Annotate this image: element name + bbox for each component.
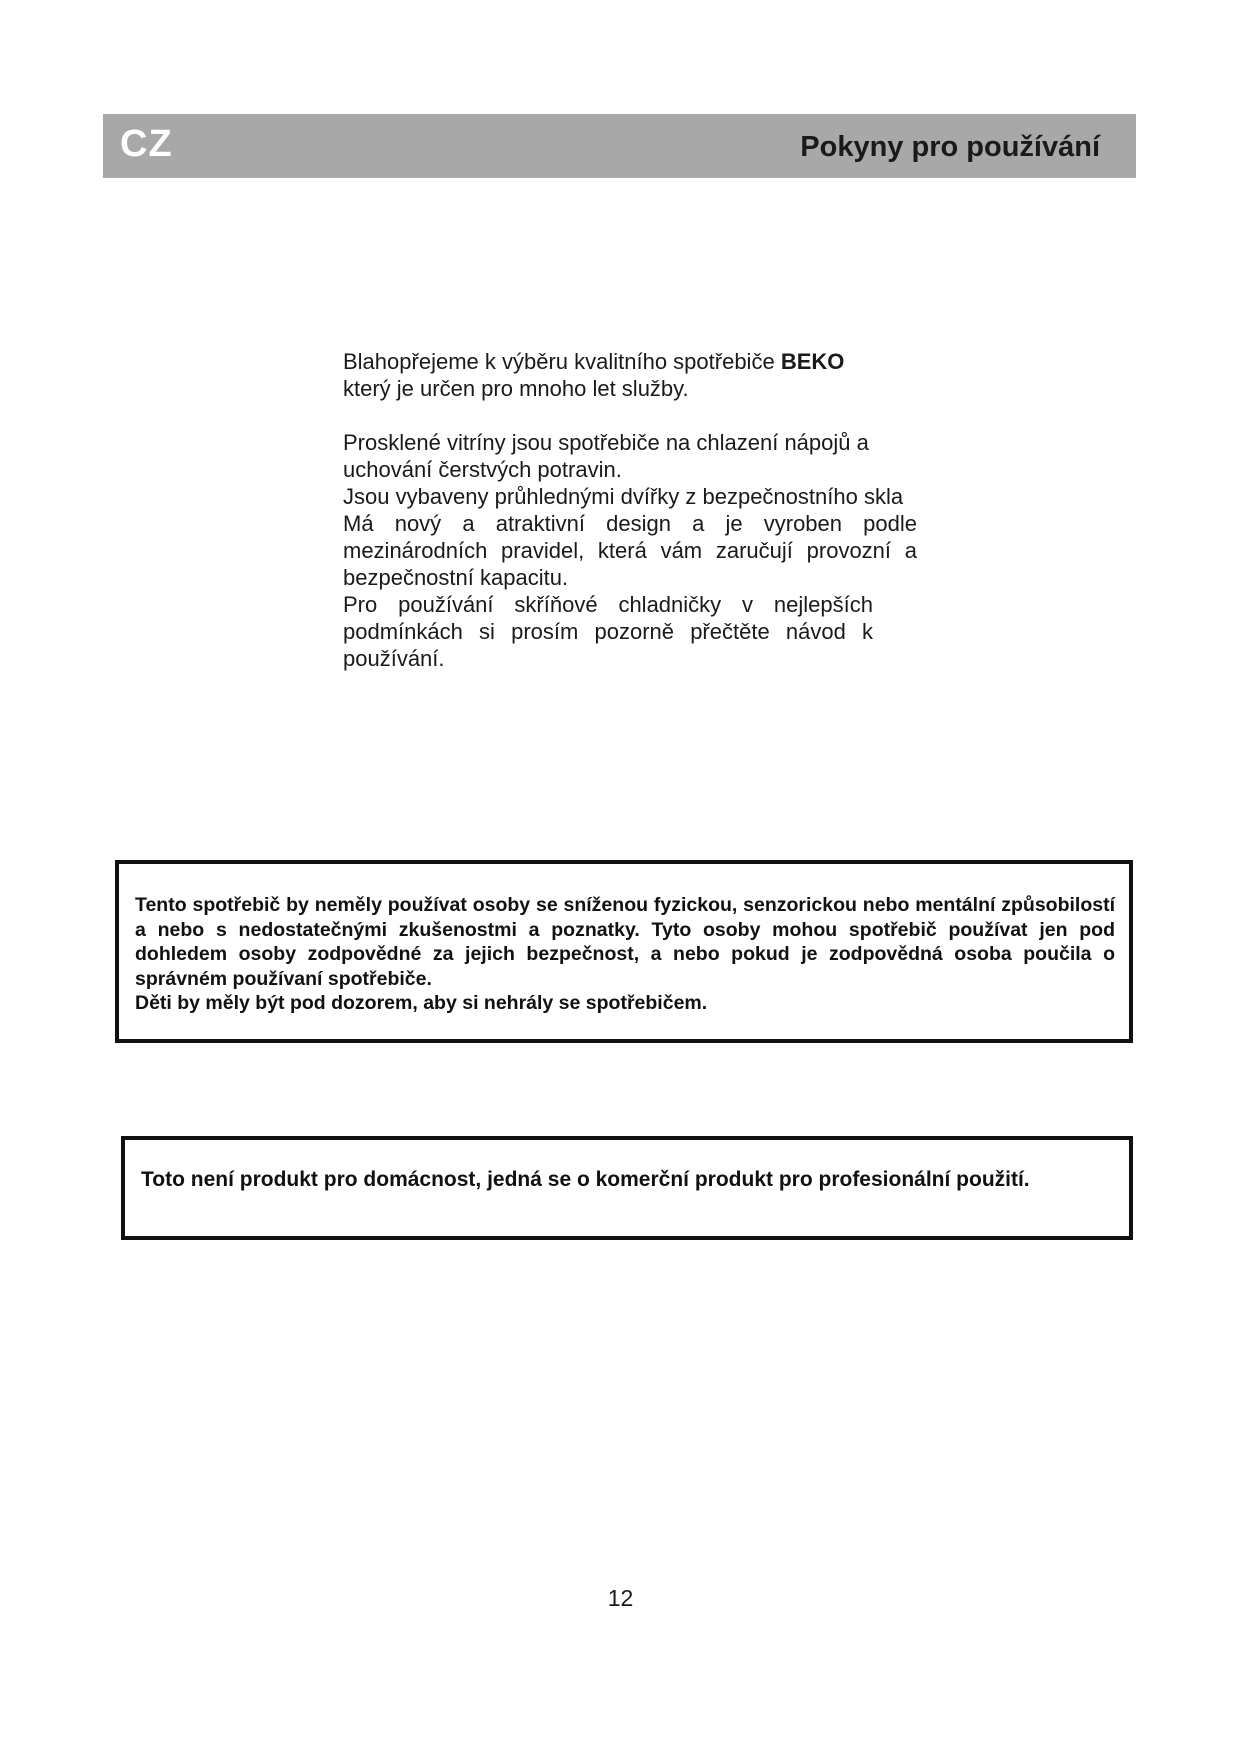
safety-notice-box <box>115 860 1133 1043</box>
intro-paragraph-1 <box>343 348 943 402</box>
language-code: CZ <box>120 123 173 165</box>
intro-paragraph-2: Prosklené vitríny jsou spotřebiče na chlazení nápojů a uchování čerstvých potravin. <box>343 430 869 482</box>
intro-paragraph-4: Má nový a atraktivní design a je vyroben podle mezinárodních pravidel, která vám zaručují provozní a bezpečnostní kapacitu. <box>343 511 917 590</box>
intro-text-2: který je určen pro mnoho let služby. <box>343 376 689 401</box>
page-number: 12 <box>607 1585 634 1611</box>
children-notice-text: Děti by měly být pod dozorem, aby si nehrály se spotřebičem. <box>135 992 708 1014</box>
intro-section <box>343 348 943 672</box>
intro-paragraph-5: Pro používání skříňové chladničky v nejlepších podmínkách si prosím pozorně přečtěte návod k používání. <box>343 592 873 671</box>
safety-notice-text: Tento spotřebič by neměly používat osoby se sníženou fyzickou, senzorickou nebo mentální způsobilostí a nebo s nedostatečnými zkušenostmi a poznatky. Tyto osoby mohou spotřebič používat jen pod dohledem osoby zodpovědné za jejich bezpečnost, a nebo pokud je zodpovědná osoba poučila o správném používaní spotřebiče. <box>135 894 1115 990</box>
document-title: Pokyny pro používání <box>800 131 1100 163</box>
header-bar <box>103 114 1136 178</box>
brand-name: BEKO <box>780 349 845 374</box>
commercial-use-notice-text: Toto není produkt pro domácnost, jedná se o komerční produkt pro profesionální použití. <box>141 1168 1030 1191</box>
intro-paragraph-3: Jsou vybaveny průhlednými dvířky z bezpečnostního skla <box>343 484 904 509</box>
intro-text: Blahopřejeme k výběru kvalitního spotřebiče <box>343 349 775 374</box>
paragraph-gap <box>343 402 943 429</box>
commercial-use-notice-box <box>121 1136 1133 1240</box>
